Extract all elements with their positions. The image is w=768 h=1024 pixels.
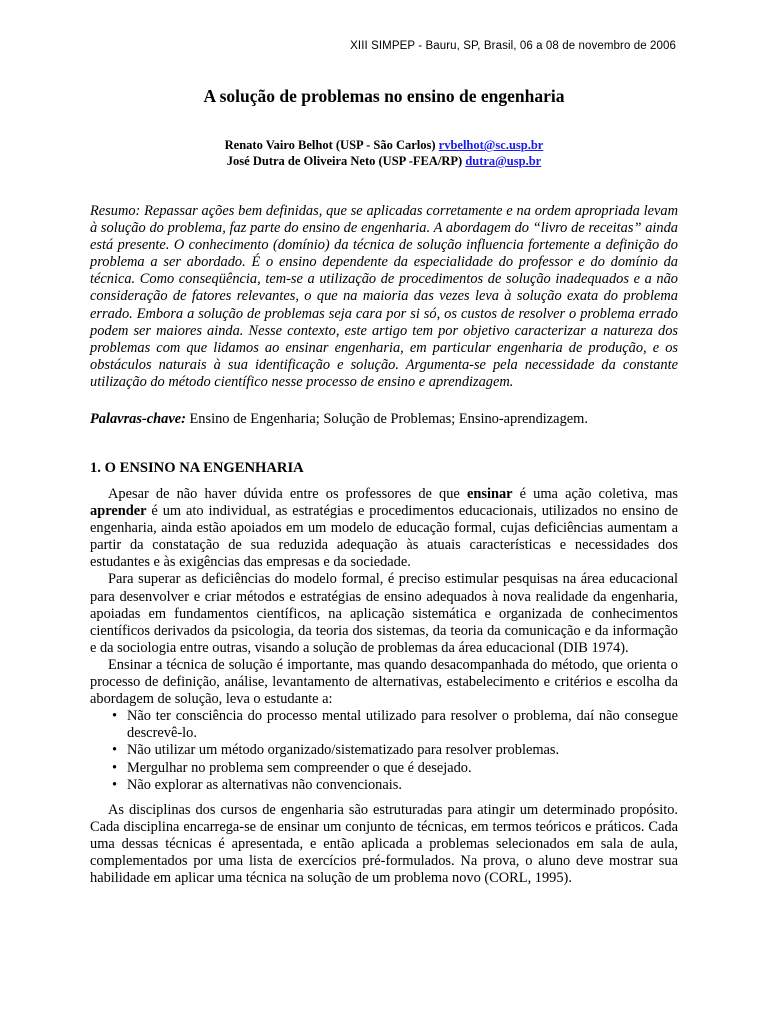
author-name-1: Renato Vairo Belhot (USP - São Carlos) xyxy=(224,138,439,152)
bullet-text: Mergulhar no problema sem compreender o que é desejado. xyxy=(127,759,472,776)
bullet-item xyxy=(90,708,678,742)
bullet-list xyxy=(90,708,678,793)
bullet-text: Não utilizar um método organizado/sistematizado para resolver problemas. xyxy=(127,742,560,759)
author-name-2: José Dutra de Oliveira Neto (USP -FEA/RP) xyxy=(226,154,466,168)
running-head: XIII SIMPEP - Bauru, SP, Brasil, 06 a 08 de novembro de 2006 xyxy=(350,40,676,52)
paper-title: A solução de problemas no ensino de engenharia xyxy=(203,86,565,106)
paragraph-1 xyxy=(90,486,678,571)
bullet-item xyxy=(90,777,678,794)
author-line-2 xyxy=(0,153,768,169)
paragraph-4: As disciplinas dos cursos de engenharia são estruturadas para atingir um determinado propósito. Cada disciplina encarrega-se de ensinar um conjunto de técnicas, em termos teóricos e práticos. Cada uma dessas técnicas é apresentada, e então aplicada a problemas selecionados em sala de aula, complementados por uma lista de exercícios pré-formulados. Na prova, o aluno deve mostrar sua habilidade em aplicar uma técnica na solução de um problema novo (CORL, 1995). xyxy=(90,801,678,887)
keywords-text: Ensino de Engenharia; Solução de Problemas; Ensino-aprendizagem. xyxy=(185,411,588,427)
keywords-line xyxy=(90,411,678,428)
paragraph-1-bold-ensinar: ensinar xyxy=(466,486,513,502)
bullet-icon: • xyxy=(112,708,118,725)
paragraph-1-text-a: Apesar de não haver dúvida entre os professores de que xyxy=(108,486,467,502)
bullet-item xyxy=(90,760,678,777)
bullet-item xyxy=(90,742,678,759)
author-block xyxy=(0,137,768,169)
paragraph-1-bold-aprender: aprender xyxy=(90,503,147,520)
section-heading: 1. O ENSINO NA ENGENHARIA xyxy=(90,460,304,476)
bullet-icon: • xyxy=(112,742,118,759)
section-body xyxy=(90,486,678,887)
bullet-icon: • xyxy=(112,759,118,776)
author-email-link-2[interactable]: dutra@usp.br xyxy=(465,154,542,168)
author-line-1 xyxy=(0,137,768,153)
author-email-link-1[interactable]: rvbelhot@sc.usp.br xyxy=(438,138,544,152)
bullet-text: Não explorar as alternativas não convencionais. xyxy=(127,776,402,793)
abstract: Resumo: Repassar ações bem definidas, que se aplicadas corretamente e na ordem apropriada levam à solução do problema, faz parte do ensino de engenharia. A abordagem do “livro de receitas” ainda está presente. O conhecimento (domínio) da técnica de solução influencia fortemente a definição do problema a ser abordado. É o ensino dependente da especialidade do professor e do domínio da técnica. Como conseqüência, tem-se a utilização de procedimentos de solução inadequados e a não consideração de fatores relevantes, o que na maioria das vezes leva à solução exata do problema errado. Embora a solução de problemas seja cara por si só, os custos de resolver o problema errado podem ser maiores ainda. Nesse contexto, este artigo tem por objetivo caracterizar a natureza dos problemas com que lidamos ao ensinar engenharia, em particular engenharia de produção, e os obstáculos naturais à sua identificação e solução. Argumenta-se pela necessidade da constante utilização do método científico nesse processo de ensino e aprendizagem. xyxy=(90,203,678,390)
paragraph-1-text-b: é uma ação coletiva, mas xyxy=(512,486,679,502)
paragraph-3: Ensinar a técnica de solução é importante, mas quando desacompanhada do método, que orienta o processo de definição, análise, levantamento de alternativas, estabelecimento e critérios e escolha da abordagem de solução, leva o estudante a: xyxy=(90,656,678,708)
bullet-text: Não ter consciência do processo mental utilizado para resolver o problema, daí não consegue descrevê-lo. xyxy=(127,708,678,742)
paragraph-2: Para superar as deficiências do modelo formal, é preciso estimular pesquisas na área educacional para desenvolver e criar métodos e estratégias de ensino adequados à nova realidade da engenharia, apoiadas em fundamentos científicos, na aplicação sistemática e organizada de conhecimentos científicos derivados da psicologia, da teoria dos sistemas, da teoria da comunicação e da informação e da sociologia entre outras, visando a solução de problemas da área educacional (DIB 1974). xyxy=(90,571,678,656)
paragraph-1-text-c: é um ato individual, as estratégias e procedimentos educacionais, utilizados no ensino de engenharia, ainda estão apoiados em um modelo de educação formal, cujas deficiências aumentam a partir da constatação de sua reduzida adequação às atuais características e necessidades dos estudantes e às exigências das empresas e da sociedade. xyxy=(90,503,678,571)
bullet-icon: • xyxy=(112,776,118,793)
keywords-label: Palavras-chave: xyxy=(90,411,186,427)
